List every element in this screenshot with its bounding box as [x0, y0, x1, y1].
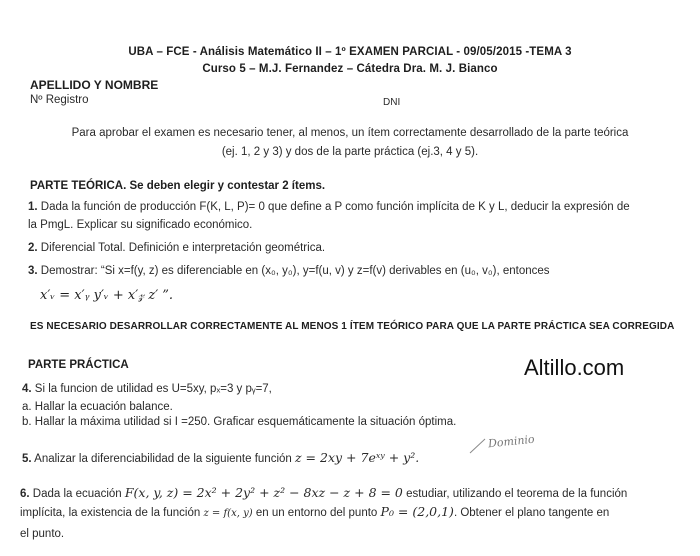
- practice-question-6-cont: [20, 504, 609, 519]
- question-number: 4.: [22, 383, 32, 395]
- question-text: Diferencial Total. Definición e interpretación geométrica.: [40, 242, 326, 254]
- function-formula: z = 2xy + 7eˣʸ + y².: [295, 450, 420, 465]
- practice-question-6: [20, 485, 627, 500]
- watermark: Altillo.com: [524, 355, 625, 380]
- implicit-equation: F(x, y, z) = 2x² + 2y² + z² − 8xz − z + 8 = 0: [124, 485, 403, 500]
- practice-question-6-end: el punto.: [20, 528, 65, 540]
- theory-title: PARTE TEÓRICA. Se deben elegir y contestar 2 ítems.: [30, 180, 326, 192]
- exam-title: UBA – FCE - Análisis Matemático II – 1º EXAMEN PARCIAL - 09/05/2015 -TEMA 3: [128, 46, 572, 58]
- question-text: estudiar, utilizando el teorema de la función: [406, 488, 628, 500]
- practice-question-5: [22, 450, 419, 465]
- question-text: . Obtener el plano tangente en: [453, 507, 610, 519]
- instructions-line-2: (ej. 1, 2 y 3) y dos de la parte práctica (ej.3, 4 y 5).: [221, 146, 479, 158]
- practice-question-4: [22, 383, 272, 395]
- name-label: APELLIDO Y NOMBRE: [30, 78, 159, 92]
- question-number: 5.: [22, 453, 32, 465]
- practice-title: PARTE PRÁCTICA: [28, 359, 129, 371]
- theory-question-1-cont: la PmgL. Explicar su significado económico.: [28, 219, 253, 231]
- dni-label: DNI: [383, 97, 401, 108]
- question-text: Dada la ecuación: [32, 488, 122, 500]
- question-text: Demostrar: “Si x=f(y, z) es diferenciable en (x₀, y₀), y=f(u, v) y z=f(v) derivables en (u₀, v₀), entonces: [40, 265, 550, 277]
- question-number: 2.: [28, 242, 38, 254]
- implicit-function: z = f(x, y): [203, 508, 253, 519]
- point-p0: P₀ = (2,0,1): [380, 504, 454, 519]
- question-number: 1.: [28, 201, 38, 213]
- theory-question-3: [28, 265, 550, 277]
- theory-question-1: [28, 201, 630, 213]
- handwritten-note: Dominio: [487, 432, 536, 451]
- question-4-part-b: b. Hallar la máxima utilidad si I =250. Graficar esquemáticamente la situación óptima.: [22, 416, 457, 428]
- question-text: implícita, la existencia de la función: [20, 507, 201, 519]
- instructions-line-1: Para aprobar el examen es necesario tener, al menos, un ítem correctamente desarrollado de la parte teórica: [71, 127, 629, 139]
- course-subtitle: Curso 5 – M.J. Fernandez – Cátedra Dra. M. J. Bianco: [202, 63, 498, 75]
- theory-question-2: [28, 242, 325, 254]
- handwritten-mark: [468, 436, 488, 456]
- question-4-part-a: a. Hallar la ecuación balance.: [22, 401, 173, 413]
- correction-notice: ES NECESARIO DESARROLLAR CORRECTAMENTE AL MENOS 1 ÍTEM TEÓRICO PARA QUE LA PARTE PRÁCTICA SEA CORREGIDA: [30, 321, 675, 332]
- question-text: Analizar la diferenciabilidad de la siguiente función: [34, 453, 292, 465]
- registry-label: Nº Registro: [30, 94, 89, 106]
- chain-rule-formula: x′ᵥ = x′ᵧ y′ᵥ + x′𝓏 z′ ”.: [40, 288, 174, 303]
- question-text: en un entorno del punto: [255, 507, 378, 519]
- question-text: Si la funcion de utilidad es U=5xy, pₓ=3 y pᵧ=7,: [34, 383, 272, 395]
- question-number: 6.: [20, 488, 30, 500]
- question-text: Dada la función de producción F(K, L, P)= 0 que define a P como función implícita de K y L, deducir la expresión de: [40, 201, 630, 213]
- question-number: 3.: [28, 265, 38, 277]
